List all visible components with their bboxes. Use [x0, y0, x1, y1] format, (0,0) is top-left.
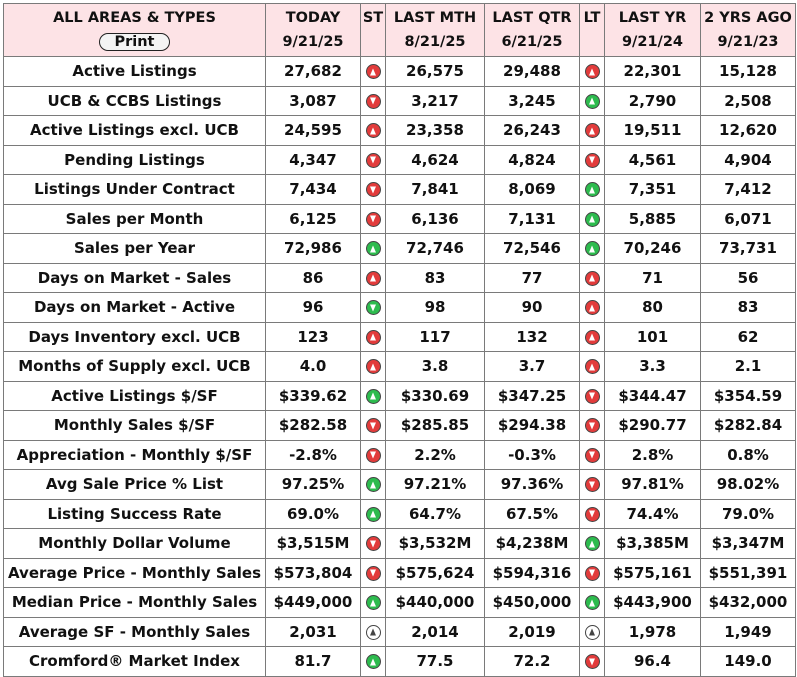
last-mth-value: 98 — [386, 293, 485, 323]
row-label: Days Inventory excl. UCB — [4, 322, 266, 352]
arrow-up-icon — [366, 359, 381, 374]
row-label: Cromford® Market Index — [4, 647, 266, 677]
st-trend — [361, 204, 386, 234]
table-row — [4, 411, 796, 441]
today-value: 81.7 — [266, 647, 361, 677]
arrow-down-icon — [366, 94, 381, 109]
lt-trend — [580, 617, 605, 647]
two-yrs-ago-value: 15,128 — [701, 57, 796, 87]
today-value: 72,986 — [266, 234, 361, 264]
last-qtr-value: 4,824 — [485, 145, 580, 175]
last-yr-value: 80 — [605, 293, 701, 323]
st-trend — [361, 86, 386, 116]
last-qtr-value: $4,238M — [485, 529, 580, 559]
last-yr-value: 7,351 — [605, 175, 701, 205]
last-yr-value: $443,900 — [605, 588, 701, 618]
lt-trend — [580, 352, 605, 382]
last-qtr-value: 132 — [485, 322, 580, 352]
table-row — [4, 470, 796, 500]
st-trend — [361, 116, 386, 146]
last-yr-value: 4,561 — [605, 145, 701, 175]
last-mth-value: 2,014 — [386, 617, 485, 647]
row-label: UCB & CCBS Listings — [4, 86, 266, 116]
last-mth-value: 3,217 — [386, 86, 485, 116]
st-trend — [361, 234, 386, 264]
lt-trend — [580, 145, 605, 175]
table-row — [4, 86, 796, 116]
last-yr-value: 22,301 — [605, 57, 701, 87]
header-label: LT — [583, 10, 601, 26]
last-qtr-value: 72,546 — [485, 234, 580, 264]
table-row — [4, 322, 796, 352]
two-yrs-ago-value: 56 — [701, 263, 796, 293]
two-yrs-ago-value: 7,412 — [701, 175, 796, 205]
table-row — [4, 381, 796, 411]
two-yrs-ago-value: 149.0 — [701, 647, 796, 677]
last-qtr-value: $450,000 — [485, 588, 580, 618]
table-row — [4, 529, 796, 559]
last-qtr-value: 8,069 — [485, 175, 580, 205]
lt-trend — [580, 204, 605, 234]
row-label: Pending Listings — [4, 145, 266, 175]
arrow-up-icon — [366, 271, 381, 286]
arrow-up-icon — [366, 389, 381, 404]
header-date — [580, 30, 604, 54]
last-mth-value: 4,624 — [386, 145, 485, 175]
row-label: Avg Sale Price % List — [4, 470, 266, 500]
st-trend — [361, 440, 386, 470]
last-mth-value: 26,575 — [386, 57, 485, 87]
last-qtr-value: 77 — [485, 263, 580, 293]
arrow-down-icon — [585, 507, 600, 522]
last-qtr-value: 7,131 — [485, 204, 580, 234]
table-row — [4, 263, 796, 293]
arrow-down-icon — [366, 182, 381, 197]
st-trend — [361, 411, 386, 441]
row-label: Sales per Month — [4, 204, 266, 234]
today-value: -2.8% — [266, 440, 361, 470]
arrow-up-icon — [585, 625, 600, 640]
today-value: $339.62 — [266, 381, 361, 411]
arrow-up-icon — [585, 271, 600, 286]
arrow-up-icon — [366, 330, 381, 345]
two-yrs-ago-value: 12,620 — [701, 116, 796, 146]
last-mth-value: 2.2% — [386, 440, 485, 470]
header-st — [361, 4, 386, 57]
today-value: 27,682 — [266, 57, 361, 87]
arrow-up-icon — [585, 123, 600, 138]
today-value: 69.0% — [266, 499, 361, 529]
two-yrs-ago-value: 0.8% — [701, 440, 796, 470]
row-label: Average Price - Monthly Sales — [4, 558, 266, 588]
two-yrs-ago-value: 6,071 — [701, 204, 796, 234]
row-label: Listing Success Rate — [4, 499, 266, 529]
st-trend — [361, 263, 386, 293]
lt-trend — [580, 263, 605, 293]
last-yr-value: 101 — [605, 322, 701, 352]
last-mth-value: 6,136 — [386, 204, 485, 234]
header-label: ST — [362, 10, 384, 26]
last-qtr-value: 29,488 — [485, 57, 580, 87]
lt-trend — [580, 440, 605, 470]
header-today — [266, 4, 361, 57]
last-yr-value: $575,161 — [605, 558, 701, 588]
arrow-up-icon — [585, 182, 600, 197]
lt-trend — [580, 411, 605, 441]
st-trend — [361, 175, 386, 205]
two-yrs-ago-value: $3,347M — [701, 529, 796, 559]
st-trend — [361, 647, 386, 677]
two-yrs-ago-value: 1,949 — [701, 617, 796, 647]
two-yrs-ago-value: 73,731 — [701, 234, 796, 264]
lt-trend — [580, 293, 605, 323]
header-last-qtr — [485, 4, 580, 57]
header-date: 6/21/25 — [501, 34, 563, 50]
row-label: Days on Market - Sales — [4, 263, 266, 293]
row-label: Active Listings excl. UCB — [4, 116, 266, 146]
last-mth-value: $575,624 — [386, 558, 485, 588]
arrow-up-icon — [585, 330, 600, 345]
two-yrs-ago-value: 2,508 — [701, 86, 796, 116]
today-value: 4.0 — [266, 352, 361, 382]
last-mth-value: $440,000 — [386, 588, 485, 618]
table-row — [4, 558, 796, 588]
row-label: Months of Supply excl. UCB — [4, 352, 266, 382]
arrow-up-icon — [585, 300, 600, 315]
lt-trend — [580, 322, 605, 352]
st-trend — [361, 558, 386, 588]
today-value: 123 — [266, 322, 361, 352]
last-mth-value: 97.21% — [386, 470, 485, 500]
today-value: 7,434 — [266, 175, 361, 205]
table-row — [4, 145, 796, 175]
last-mth-value: 64.7% — [386, 499, 485, 529]
arrow-up-icon — [585, 536, 600, 551]
header-last-yr — [605, 4, 701, 57]
two-yrs-ago-value: $282.84 — [701, 411, 796, 441]
header-label: TODAY — [285, 10, 341, 26]
arrow-down-icon — [585, 153, 600, 168]
last-yr-value: 2,790 — [605, 86, 701, 116]
arrow-up-icon — [366, 625, 381, 640]
arrow-down-icon — [585, 448, 600, 463]
row-label: Listings Under Contract — [4, 175, 266, 205]
arrow-down-icon — [366, 300, 381, 315]
lt-trend — [580, 234, 605, 264]
header-date: 9/21/23 — [717, 34, 779, 50]
last-mth-value: 72,746 — [386, 234, 485, 264]
lt-trend — [580, 86, 605, 116]
last-yr-value: $344.47 — [605, 381, 701, 411]
lt-trend — [580, 175, 605, 205]
st-trend — [361, 322, 386, 352]
two-yrs-ago-value: $354.59 — [701, 381, 796, 411]
table-row — [4, 293, 796, 323]
last-qtr-value: 67.5% — [485, 499, 580, 529]
lt-trend — [580, 116, 605, 146]
last-mth-value: $330.69 — [386, 381, 485, 411]
last-qtr-value: 3.7 — [485, 352, 580, 382]
last-yr-value: 74.4% — [605, 499, 701, 529]
st-trend — [361, 352, 386, 382]
last-mth-value: 7,841 — [386, 175, 485, 205]
row-label: Sales per Year — [4, 234, 266, 264]
today-value: 2,031 — [266, 617, 361, 647]
row-label: Monthly Sales $/SF — [4, 411, 266, 441]
arrow-up-icon — [366, 477, 381, 492]
st-trend — [361, 470, 386, 500]
lt-trend — [580, 529, 605, 559]
header-date: 9/21/24 — [621, 34, 684, 50]
header-date: 8/21/25 — [404, 34, 466, 50]
lt-trend — [580, 381, 605, 411]
two-yrs-ago-value: $432,000 — [701, 588, 796, 618]
last-yr-value: 3.3 — [605, 352, 701, 382]
last-yr-value: 1,978 — [605, 617, 701, 647]
table-row — [4, 234, 796, 264]
st-trend — [361, 381, 386, 411]
arrow-up-icon — [585, 241, 600, 256]
st-trend — [361, 529, 386, 559]
table-row — [4, 499, 796, 529]
header-label: LAST MTH — [393, 10, 477, 26]
header-2-yrs-ago — [701, 4, 796, 57]
last-yr-value: 5,885 — [605, 204, 701, 234]
lt-trend — [580, 57, 605, 87]
table-row — [4, 352, 796, 382]
arrow-down-icon — [366, 536, 381, 551]
table-row — [4, 116, 796, 146]
arrow-down-icon — [585, 389, 600, 404]
last-mth-value: 77.5 — [386, 647, 485, 677]
row-label: Monthly Dollar Volume — [4, 529, 266, 559]
arrow-up-icon — [366, 241, 381, 256]
header-label: LAST QTR — [492, 10, 572, 26]
two-yrs-ago-value: 4,904 — [701, 145, 796, 175]
last-qtr-value: 3,245 — [485, 86, 580, 116]
last-mth-value: $3,532M — [386, 529, 485, 559]
print-button[interactable]: Print — [99, 33, 169, 51]
two-yrs-ago-value: 79.0% — [701, 499, 796, 529]
today-value: 97.25% — [266, 470, 361, 500]
header-row — [4, 4, 796, 57]
two-yrs-ago-value: 62 — [701, 322, 796, 352]
arrow-up-icon — [366, 64, 381, 79]
last-yr-value: 71 — [605, 263, 701, 293]
last-qtr-value: -0.3% — [485, 440, 580, 470]
today-value: 24,595 — [266, 116, 361, 146]
last-mth-value: 23,358 — [386, 116, 485, 146]
header-label: LAST YR — [618, 10, 687, 26]
header-title-cell — [4, 4, 266, 57]
market-data-table — [3, 3, 796, 677]
table-row — [4, 440, 796, 470]
row-label: Active Listings $/SF — [4, 381, 266, 411]
st-trend — [361, 145, 386, 175]
row-label: Days on Market - Active — [4, 293, 266, 323]
arrow-up-icon — [585, 595, 600, 610]
header-date: 9/21/25 — [282, 34, 344, 50]
table-row — [4, 57, 796, 87]
table-row — [4, 204, 796, 234]
arrow-down-icon — [585, 418, 600, 433]
row-label: Appreciation - Monthly $/SF — [4, 440, 266, 470]
st-trend — [361, 617, 386, 647]
arrow-down-icon — [366, 448, 381, 463]
table-row — [4, 588, 796, 618]
arrow-up-icon — [585, 94, 600, 109]
arrow-up-icon — [585, 64, 600, 79]
lt-trend — [580, 499, 605, 529]
today-value: 3,087 — [266, 86, 361, 116]
table-row — [4, 617, 796, 647]
last-qtr-value: $347.25 — [485, 381, 580, 411]
two-yrs-ago-value: 2.1 — [701, 352, 796, 382]
today-value: $573,804 — [266, 558, 361, 588]
lt-trend — [580, 647, 605, 677]
st-trend — [361, 57, 386, 87]
st-trend — [361, 499, 386, 529]
arrow-down-icon — [366, 418, 381, 433]
arrow-down-icon — [585, 654, 600, 669]
two-yrs-ago-value: 83 — [701, 293, 796, 323]
arrow-down-icon — [366, 566, 381, 581]
header-last-mth — [386, 4, 485, 57]
last-yr-value: 70,246 — [605, 234, 701, 264]
last-mth-value: $285.85 — [386, 411, 485, 441]
arrow-down-icon — [366, 153, 381, 168]
today-value: 6,125 — [266, 204, 361, 234]
last-qtr-value: 72.2 — [485, 647, 580, 677]
last-qtr-value: 97.36% — [485, 470, 580, 500]
arrow-up-icon — [366, 507, 381, 522]
arrow-down-icon — [585, 477, 600, 492]
row-label: Average SF - Monthly Sales — [4, 617, 266, 647]
last-yr-value: $290.77 — [605, 411, 701, 441]
last-qtr-value: 26,243 — [485, 116, 580, 146]
last-yr-value: 2.8% — [605, 440, 701, 470]
arrow-up-icon — [366, 123, 381, 138]
today-value: $3,515M — [266, 529, 361, 559]
last-yr-value: 19,511 — [605, 116, 701, 146]
two-yrs-ago-value: 98.02% — [701, 470, 796, 500]
arrow-down-icon — [585, 566, 600, 581]
today-value: 4,347 — [266, 145, 361, 175]
last-qtr-value: 90 — [485, 293, 580, 323]
header-lt — [580, 4, 605, 57]
st-trend — [361, 588, 386, 618]
last-qtr-value: $594,316 — [485, 558, 580, 588]
today-value: 86 — [266, 263, 361, 293]
last-mth-value: 117 — [386, 322, 485, 352]
last-mth-value: 3.8 — [386, 352, 485, 382]
table-title: ALL AREAS & TYPES — [53, 10, 216, 26]
last-qtr-value: $294.38 — [485, 411, 580, 441]
arrow-up-icon — [366, 595, 381, 610]
header-label: 2 YRS AGO — [704, 10, 792, 26]
last-qtr-value: 2,019 — [485, 617, 580, 647]
lt-trend — [580, 588, 605, 618]
arrow-down-icon — [366, 212, 381, 227]
lt-trend — [580, 470, 605, 500]
header-date — [361, 30, 385, 54]
two-yrs-ago-value: $551,391 — [701, 558, 796, 588]
today-value: $282.58 — [266, 411, 361, 441]
today-value: $449,000 — [266, 588, 361, 618]
last-yr-value: 97.81% — [605, 470, 701, 500]
row-label: Active Listings — [4, 57, 266, 87]
today-value: 96 — [266, 293, 361, 323]
last-mth-value: 83 — [386, 263, 485, 293]
table-row — [4, 175, 796, 205]
last-yr-value: $3,385M — [605, 529, 701, 559]
arrow-up-icon — [585, 359, 600, 374]
arrow-up-icon — [585, 212, 600, 227]
lt-trend — [580, 558, 605, 588]
st-trend — [361, 293, 386, 323]
last-yr-value: 96.4 — [605, 647, 701, 677]
table-row — [4, 647, 796, 677]
row-label: Median Price - Monthly Sales — [4, 588, 266, 618]
arrow-up-icon — [366, 654, 381, 669]
